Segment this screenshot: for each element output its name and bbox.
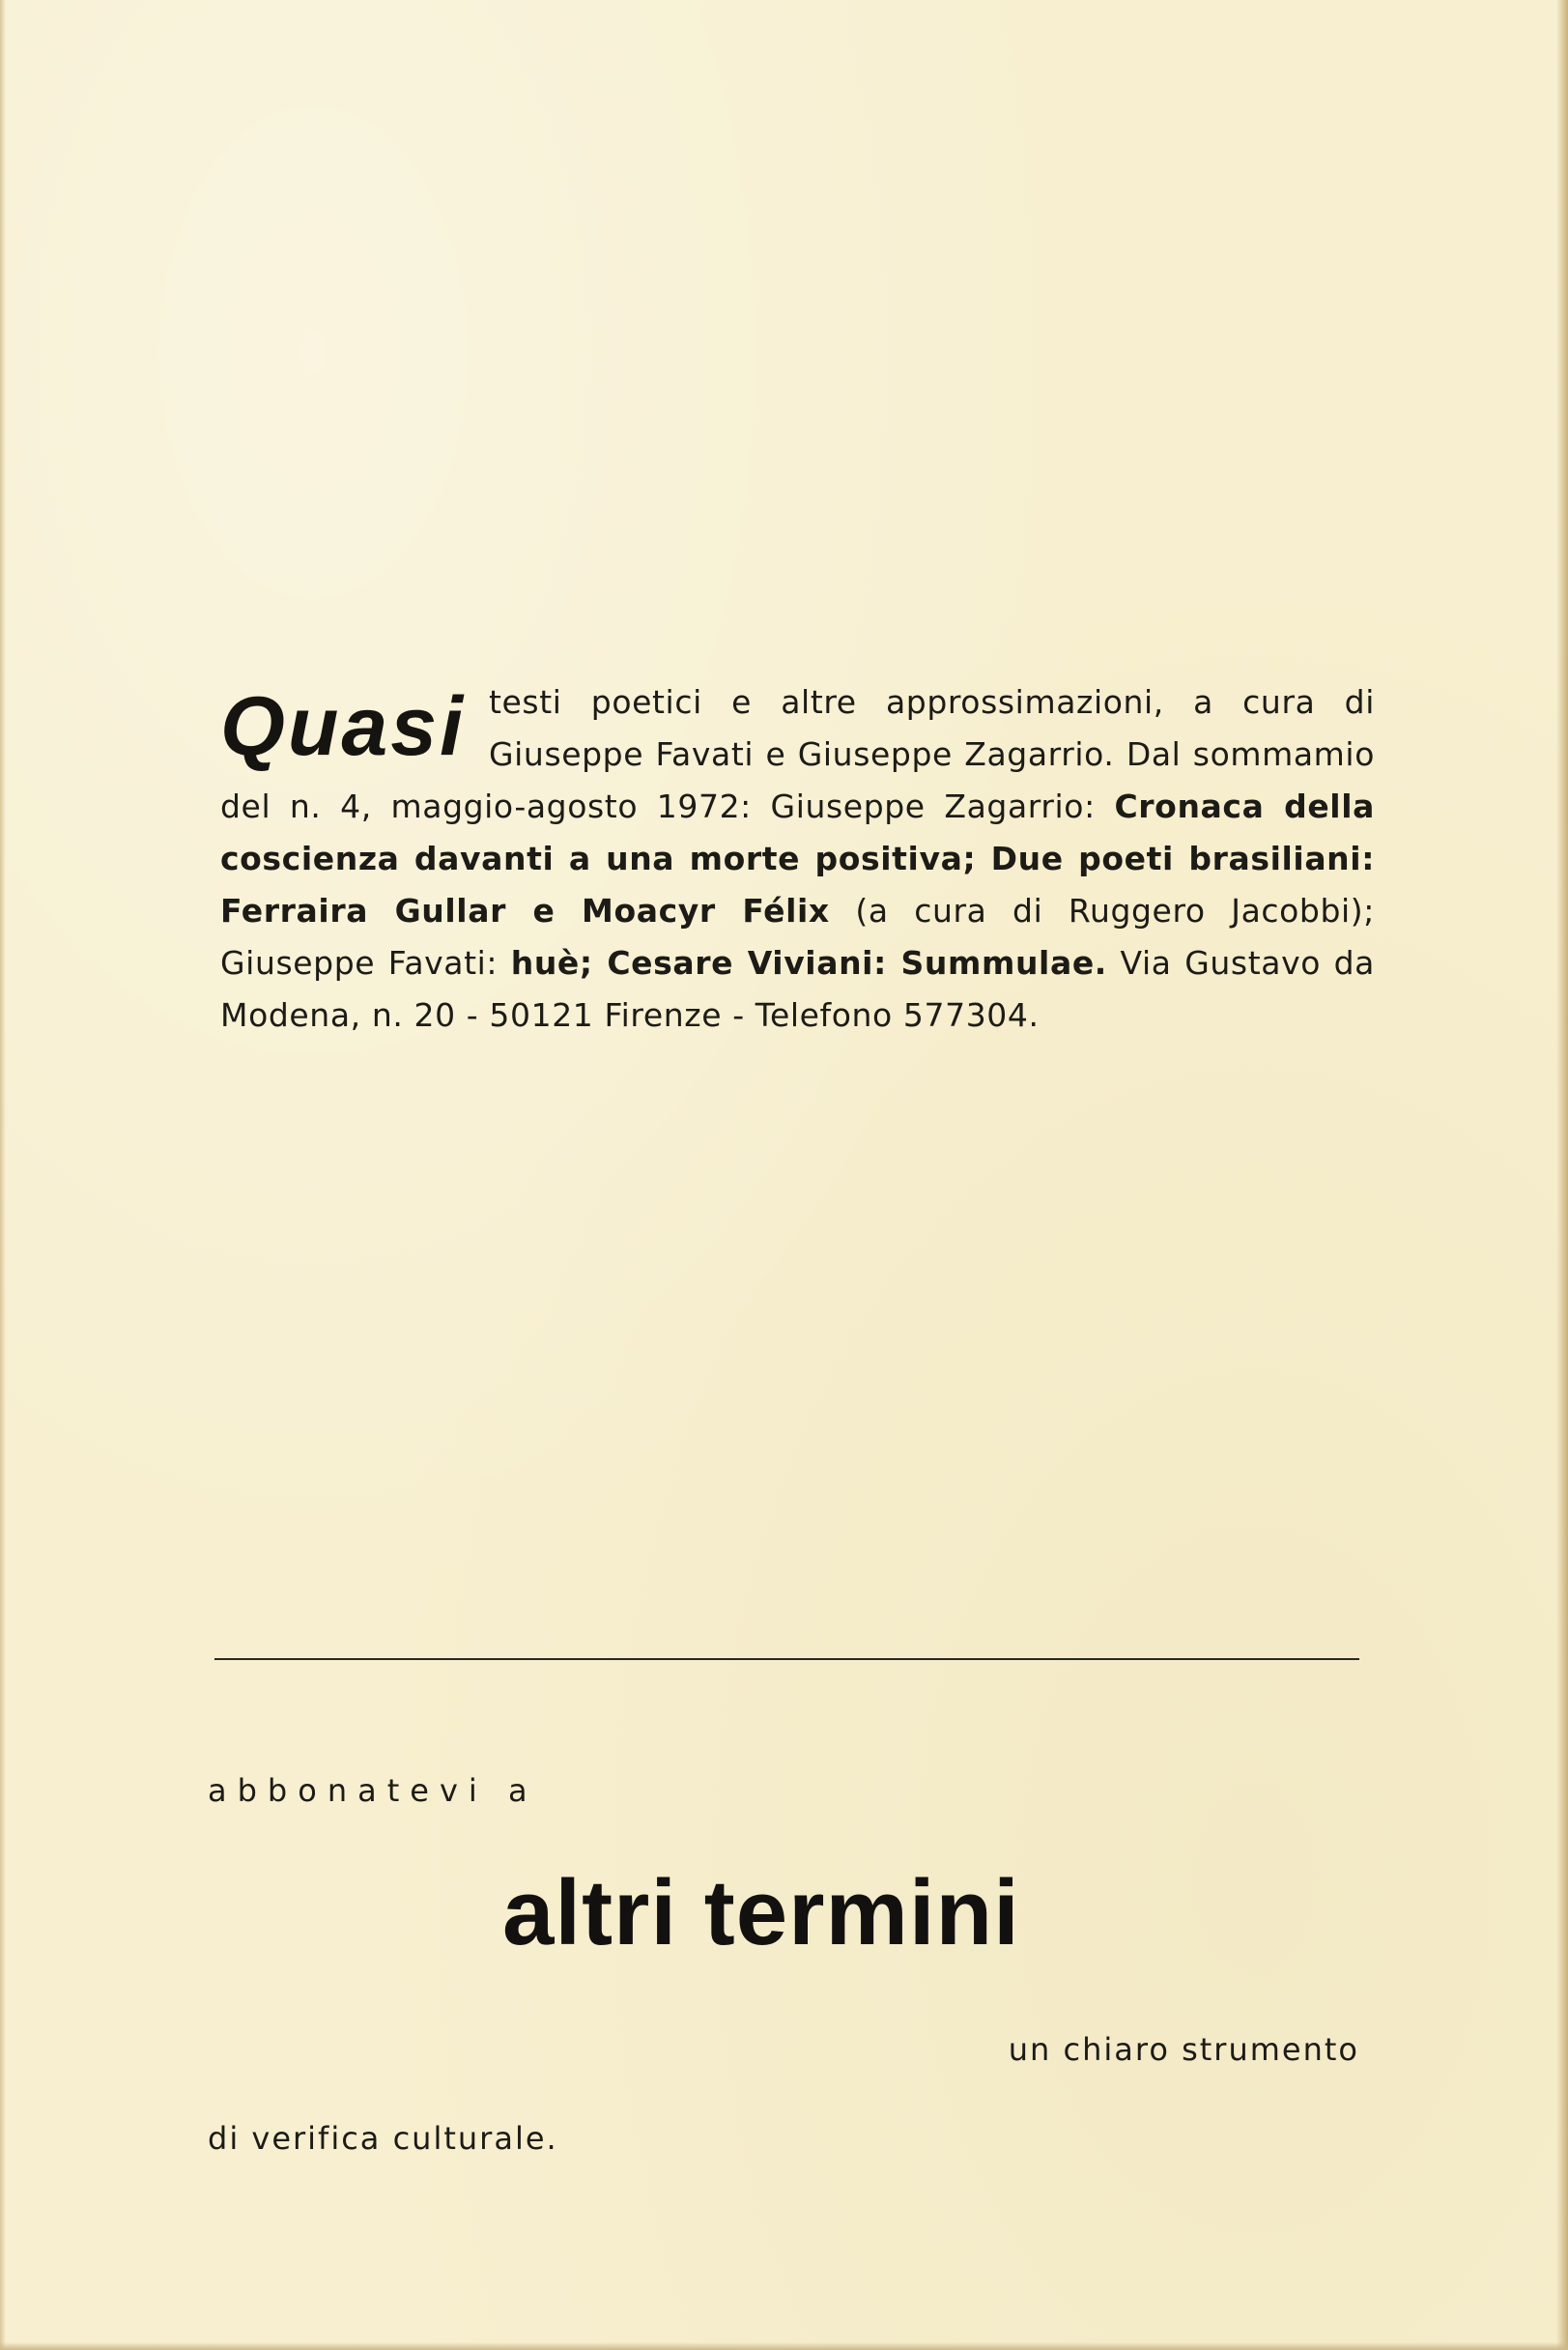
quasi-work2-title: huè; Cesare Viviani: Summulae.: [510, 944, 1107, 982]
quasi-work1-note: (a cura di Ruggero Jacobbi); Giuseppe Favati:: [220, 892, 1375, 982]
quasi-address: Via Gustavo da Modena, n. 20 - 50121 Firenze - Telefono 577304.: [220, 944, 1375, 1034]
quasi-intro-text: testi poetici e altre approssimazioni, a cura di Giuseppe Favati e Giuseppe Zagarrio. Dal sommamio del n. 4, maggio-agosto 1972: Giuseppe Zagarrio:: [220, 683, 1375, 825]
quasi-logo: Quasi: [220, 680, 466, 773]
quasi-work1-title: Cronaca della coscienza davanti a una morte positiva; Due poeti brasiliani: Ferraira Gullar e Moacyr Félix: [220, 788, 1376, 930]
tagline-part1: un chiaro strumento: [1008, 2031, 1359, 2068]
section-divider: [214, 1658, 1359, 1660]
tagline-part2: di verifica culturale.: [208, 2120, 558, 2157]
magazine-title: altri termini: [502, 1861, 1020, 1964]
quasi-advertisement: [220, 676, 1375, 1042]
page-edge-bottom: [0, 2342, 1568, 2350]
subscribe-call: abbonatevi a: [208, 1772, 538, 1809]
page-edge-right: [1556, 0, 1568, 2350]
page-edge-left: [0, 0, 6, 2350]
